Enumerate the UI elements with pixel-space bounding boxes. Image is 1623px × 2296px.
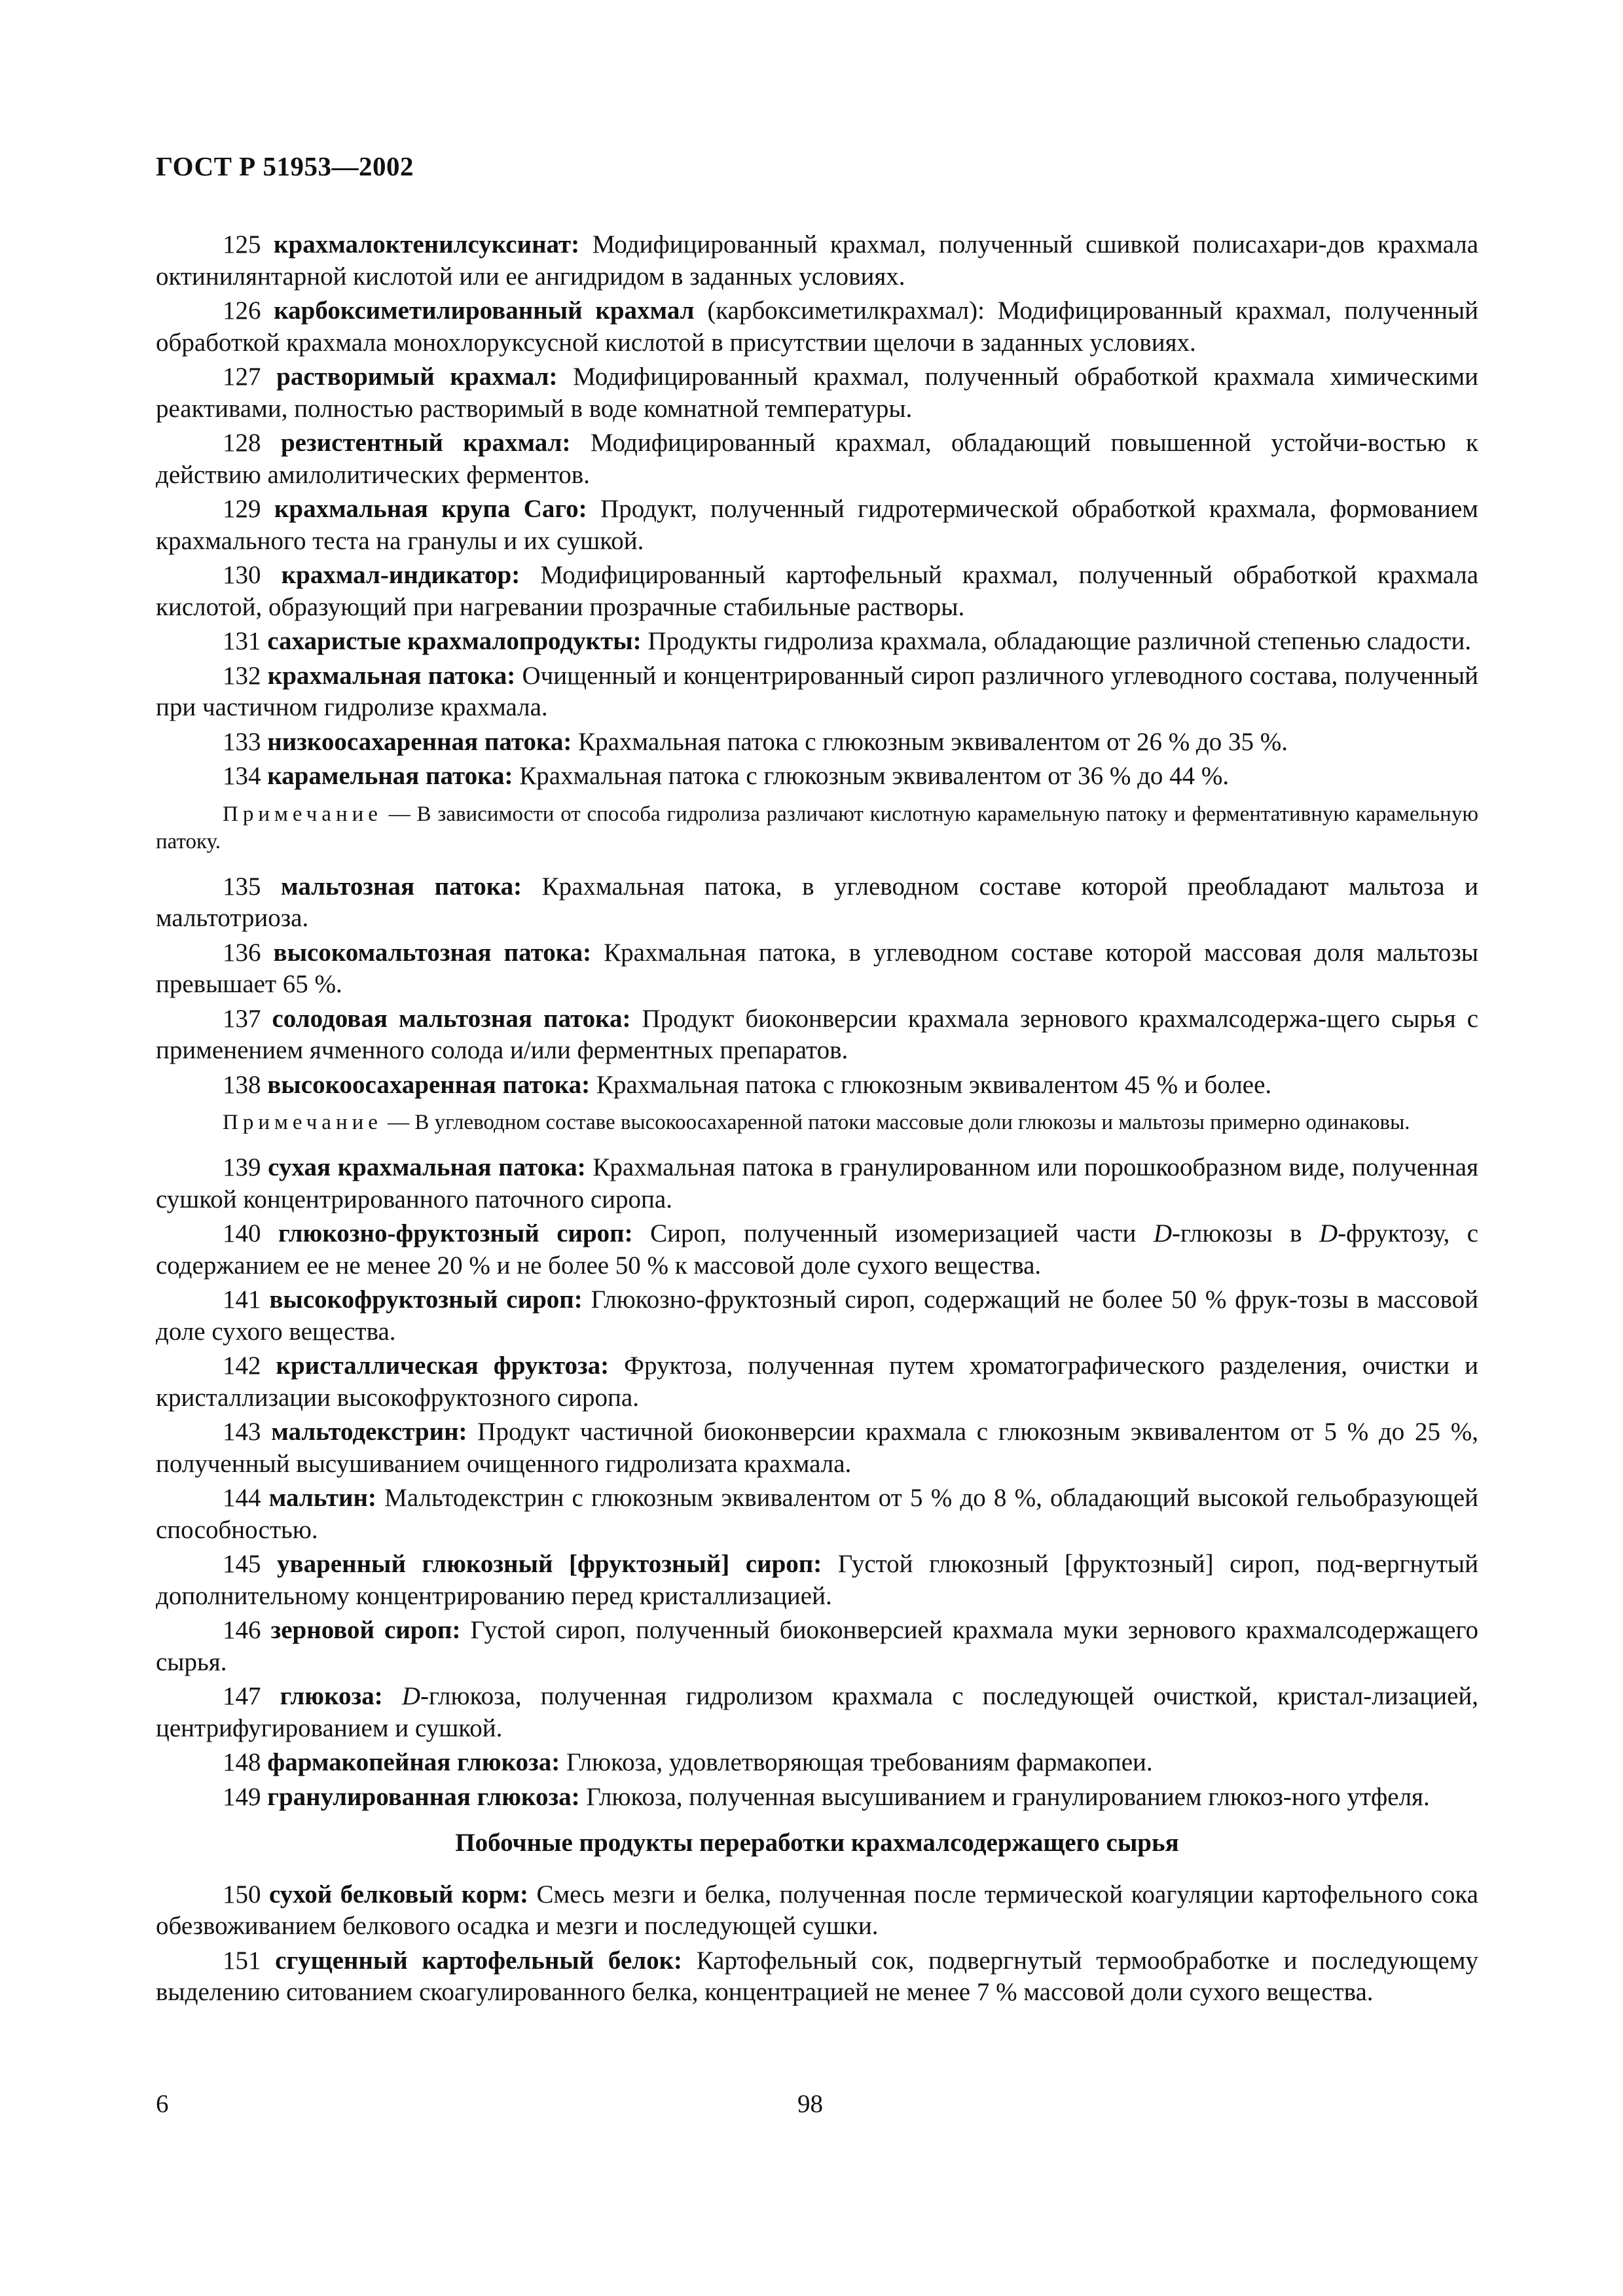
entry-number: 139 [223,1153,261,1181]
section-heading: Побочные продукты переработки крахмалсодержащего сырья [455,1829,1179,1857]
entry-number: 146 [223,1616,261,1644]
definition-entry [156,1218,1478,1282]
definition-entry [156,626,1478,658]
definition-entry [156,295,1478,359]
entry-definition: Продукт биоконверсии крахмала зернового крахмалсодержа-щего сырья с применением ячменного солода и/или ферментных препаратов. [156,1004,1479,1064]
entry-number: 132 [223,661,261,690]
definition-entry [156,660,1478,724]
entry-term: высокоосахаренная патока: [267,1070,591,1099]
entry-number: 150 [223,1880,261,1909]
entry-term: мальтозная патока: [281,872,522,901]
definition-entry [156,560,1478,623]
entry-number: 138 [223,1070,261,1099]
entry-number: 147 [223,1682,261,1710]
entry-definition: D-глюкоза, полученная гидролизом крахмала с последующей очисткой, кристал-лизацией, центрифугированием и сушкой. [156,1682,1479,1742]
definition-entry [156,1549,1478,1612]
definition-entry [156,1945,1478,2009]
entry-definition: Продукт, полученный гидротермической обработкой крахмала, формованием крахмального теста на гранулы и их сушкой. [156,495,1478,555]
entry-term: карбоксиметилированный крахмал [274,296,695,325]
entry-definition: Глюкоза, удовлетворяющая требованиям фармакопеи. [566,1748,1153,1776]
entry-number: 151 [223,1946,261,1975]
definition-entry [156,1350,1478,1414]
note-1 [156,800,1478,855]
entry-term: глюкозно-фруктозный сироп: [278,1219,633,1247]
document-body [156,229,1478,2011]
definition-entry [156,1747,1478,1779]
entry-term: гранулированная глюкоза: [267,1782,580,1811]
entry-definition: Модифицированный крахмал, полученный обработкой крахмала химическими реактивами, полностью растворимый в воде комнатной температуры. [156,363,1478,423]
entry-definition: Модифицированный крахмал, обладающий повышенной устойчи-востью к действию амилолитических ферментов. [156,429,1479,489]
definition-entry [156,726,1478,759]
definition-entry [156,427,1478,491]
entry-term: кристаллическая фруктоза: [276,1352,610,1380]
entry-definition: Модифицированный картофельный крахмал, полученный обработкой крахмала кислотой, образующий при нагревании прозрачные стабильные растворы. [156,561,1479,621]
entry-number: 137 [223,1004,261,1033]
entry-number: 145 [223,1550,261,1578]
entry-term: мальтодекстрин: [271,1418,467,1446]
entry-definition: Крахмальная патока в гранулированном или порошкообразном виде, полученная сушкой концентрированного паточного сиропа. [156,1153,1479,1213]
definition-entry [156,1615,1478,1678]
entry-number: 126 [223,296,261,325]
entry-term: крахмальная крупа Саго: [274,495,587,523]
entry-definition: Крахмальная патока, в углеводном составе которой массовая доля мальтозы превышает 65 %. [156,938,1479,998]
entry-term: крахмал-индикатор: [281,561,520,589]
entry-definition: Мальтодекстрин с глюкозным эквивалентом от 5 % до 8 %, обладающий высокой гельобразующей способностью. [156,1484,1479,1544]
entry-term: растворимый крахмал: [276,363,558,391]
entry-number: 142 [223,1352,261,1380]
entry-number: 125 [223,230,261,259]
definition-entry [156,937,1478,1001]
entry-number: 148 [223,1748,261,1776]
entry-term: крахмалоктенилсуксинат: [274,230,580,259]
entry-term: солодовая мальтозная патока: [272,1004,631,1033]
definition-entry [156,1152,1478,1215]
entry-number: 135 [223,872,261,901]
entries-group-b [156,871,1478,1102]
entry-number: 129 [223,495,261,523]
entry-definition: Крахмальная патока, в углеводном составе которой преобладают мальтоза и мальтотриоза. [156,872,1478,932]
document-id: ГОСТ Р 51953—2002 [156,151,414,181]
note-label: Примечание [223,802,382,826]
entry-term: высокомальтозная патока: [273,938,592,967]
definition-entry [156,1782,1478,1814]
sheet-number: 98 [797,2090,823,2118]
entry-number: 128 [223,429,261,457]
entry-number: 127 [223,363,261,391]
entry-number: 144 [223,1484,261,1512]
entry-term: низкоосахаренная патока: [267,727,572,756]
note-label: Примечание [223,1111,382,1134]
note-text: — В зависимости от способа гидролиза различают кислотную карамельную патоку и ферментативную карамельную патоку. [156,802,1478,853]
entry-definition: Глюкоза, полученная высушиванием и гранулированием глюкоз-ного утфеля. [586,1782,1430,1811]
entry-definition: Продукт частичной биоконверсии крахмала с глюкозным эквивалентом от 5 % до 25 %, полученный высушиванием очищенного гидролизата крахмала. [156,1418,1479,1478]
entries-group-a [156,229,1478,793]
entry-number: 136 [223,938,261,967]
definition-entry [156,1416,1478,1480]
definition-entry [156,1482,1478,1546]
entry-definition: Сироп, полученный изомеризацией части D-глюкозы в D-фруктозу, с содержанием ее не менее 20 % и не более 50 % к массовой доле сухого вещества. [156,1219,1479,1280]
entry-number: 141 [223,1285,261,1314]
entry-term: уваренный глюкозный [фруктозный] сироп: [277,1550,822,1578]
entry-number: 143 [223,1418,261,1446]
entry-definition: Смесь мезги и белка, полученная после термической коагуляции картофельного сока обезвоживанием белкового осадка и мезги и последующей сушки. [156,1880,1478,1940]
entry-number: 131 [223,627,261,655]
entry-term: резистентный крахмал: [280,429,571,457]
entry-number: 140 [223,1219,261,1247]
entry-definition: Крахмальная патока с глюкозным эквивалентом от 26 % до 35 %. [578,727,1288,756]
entry-definition: Картофельный сок, подвергнутый термообработке и последующему выделению ситованием скоагулированного белка, концентрацией не менее 7 % массовой доли сухого вещества. [156,1946,1479,2006]
entry-definition: Модифицированный крахмал, полученный сшивкой полисахари-дов крахмала октинилянтарной кислотой или ее ангидридом в заданных условиях. [156,230,1479,291]
entries-group-d [156,1879,1478,2009]
entry-term: крахмальная патока: [267,661,516,690]
entry-number: 149 [223,1782,261,1811]
entry-term: мальтин: [268,1484,376,1512]
entry-definition: Продукты гидролиза крахмала, обладающие различной степенью сладости. [647,627,1472,655]
entry-term: сгущенный картофельный белок: [275,1946,683,1975]
entry-term: фармакопейная глюкоза: [267,1748,560,1776]
entry-definition: Густой глюкозный [фруктозный] сироп, под-вергнутый дополнительному концентрированию перед кристаллизацией. [156,1550,1478,1610]
entry-number: 130 [223,561,261,589]
definition-entry [156,871,1478,935]
entries-group-c [156,1152,1478,1813]
definition-entry [156,1069,1478,1102]
note-text: — В углеводном составе высокоосахаренной патоки массовые доли глюкозы и мальтозы примерно одинаковы. [382,1111,1410,1134]
entry-number: 134 [223,762,261,790]
entry-definition: Крахмальная патока с глюкозным эквивалентом от 36 % до 44 %. [519,762,1230,790]
entry-number: 133 [223,727,261,756]
definition-entry [156,1284,1478,1348]
entry-term: глюкоза: [280,1682,383,1710]
definition-entry [156,1003,1478,1067]
entry-definition: Густой сироп, полученный биоконверсией крахмала муки зернового крахмалсодержащего сырья. [156,1616,1478,1676]
entry-term: сахаристые крахмалопродукты: [267,627,642,655]
entry-definition: Очищенный и концентрированный сироп различного углеводного состава, полученный при частичном гидролизе крахмала. [156,661,1479,721]
entry-definition: Крахмальная патока с глюкозным эквивалентом 45 % и более. [596,1070,1272,1099]
entry-term: сухая крахмальная патока: [268,1153,586,1181]
entry-definition: (карбоксиметилкрахмал): Модифицированный крахмал, полученный обработкой крахмала монохлоруксусной кислотой в присутствии щелочи в заданных условиях. [156,296,1479,357]
entry-term: зерновой сироп: [270,1616,461,1644]
entry-term: карамельная патока: [267,762,513,790]
definition-entry [156,229,1478,293]
definition-entry [156,493,1478,557]
entry-term: сухой белковый корм: [268,1880,528,1909]
entry-definition: Фруктоза, полученная путем хроматографического разделения, очистки и кристаллизации высокофруктозного сиропа. [156,1352,1479,1412]
definition-entry [156,1681,1478,1744]
note-2 [156,1109,1478,1136]
definition-entry [156,361,1478,425]
definition-entry [156,761,1478,793]
entry-term: высокофруктозный сироп: [269,1285,583,1314]
page-number: 6 [156,2090,169,2118]
definition-entry [156,1879,1478,1943]
entry-definition: Глюкозно-фруктозный сироп, содержащий не более 50 % фрук-тозы в массовой доле сухого вещества. [156,1285,1479,1346]
